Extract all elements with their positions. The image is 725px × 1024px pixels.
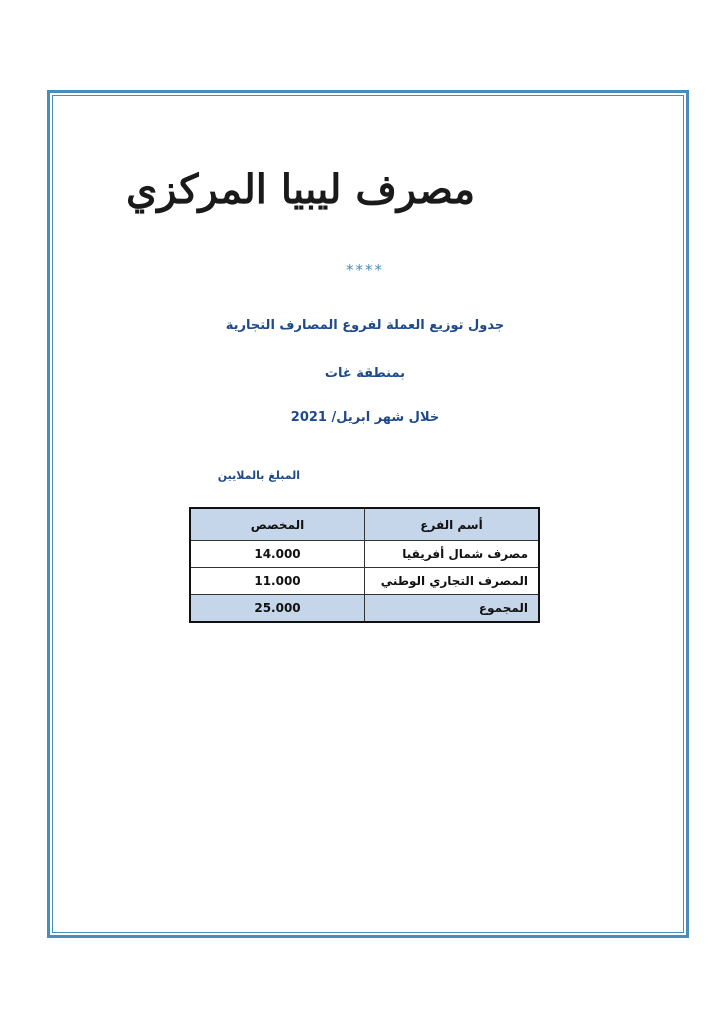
table-row [190, 541, 539, 568]
decorative-stars: **** [346, 261, 384, 279]
row-allocation-value: 11.000 [190, 568, 365, 595]
period-title: خلال شهر ابريل/ 2021 [290, 410, 440, 425]
table-header-row [190, 508, 539, 541]
table-row [190, 568, 539, 595]
header-branch: أسم الفرع [365, 508, 540, 541]
header-allocation: المخصص [190, 508, 365, 541]
table-total-row [190, 595, 539, 623]
allocation-table [189, 507, 540, 623]
amount-unit-note: المبلغ بالملايين [217, 469, 300, 482]
central-bank-logo: مصرف ليبيا المركزي [125, 166, 475, 213]
table-title: جدول توزيع العملة لفروع المصارف التجارية [225, 318, 505, 333]
row-allocation-value: 14.000 [190, 541, 365, 568]
row-branch-name: المصرف التجاري الوطني [365, 568, 540, 595]
region-title: بمنطقة غات [324, 366, 406, 381]
total-value: 25.000 [190, 595, 365, 623]
total-label: المجموع [365, 595, 540, 623]
row-branch-name: مصرف شمال أفريقيا [365, 541, 540, 568]
